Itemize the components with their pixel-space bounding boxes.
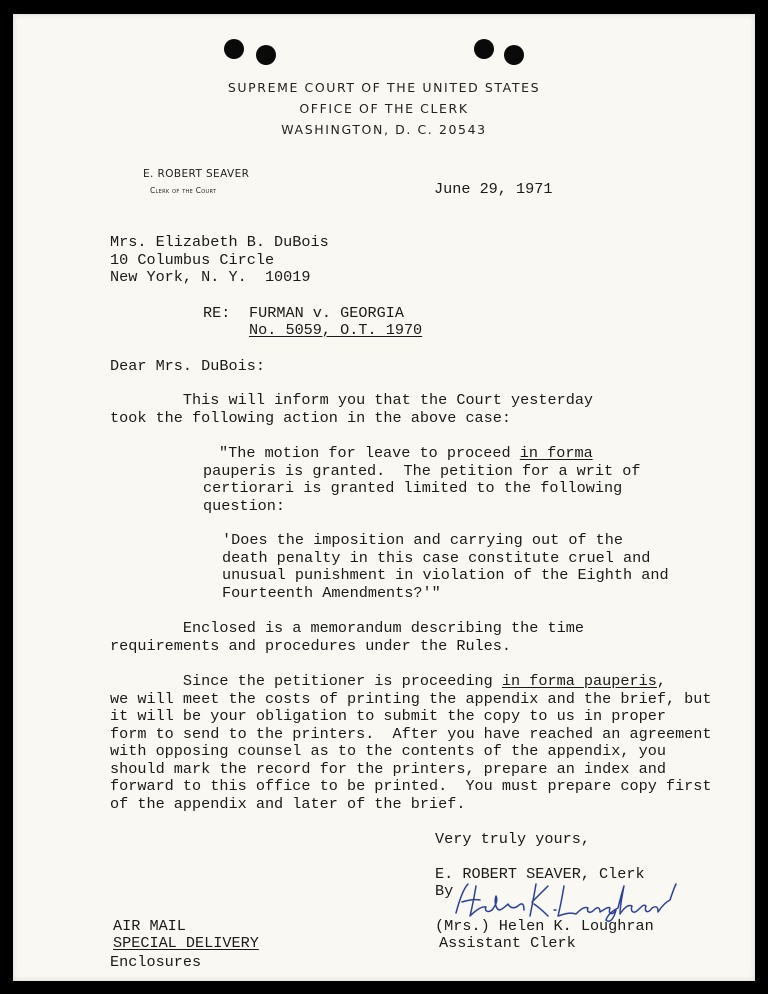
paragraph-line: it will be your obligation to submit the copy to us in proper: [110, 707, 666, 725]
quote-text: "The motion for leave to proceed: [219, 444, 520, 462]
quote-line: question:: [203, 497, 286, 515]
recipient-street: 10 Columbus Circle: [110, 251, 275, 269]
quote-line: certiorari is granted limited to the following: [203, 479, 623, 497]
punch-hole-icon: [504, 45, 524, 65]
paragraph-line: of the appendix and later of the brief.: [110, 795, 466, 813]
paragraph-text: ,: [656, 672, 666, 690]
re-case-number: No. 5059, O.T. 1970: [249, 321, 423, 339]
complimentary-close: Very truly yours,: [435, 830, 590, 848]
question-line: death penalty in this case constitute cruel and: [222, 549, 651, 567]
question-line: unusual punishment in violation of the Eighth and: [222, 566, 669, 584]
punch-hole-icon: [256, 45, 276, 65]
signer-line: E. ROBERT SEAVER, Clerk: [435, 865, 645, 883]
letterhead-address: WASHINGTON, D. C. 20543: [281, 122, 487, 137]
letterhead-court: SUPREME COURT OF THE UNITED STATES: [227, 80, 541, 95]
re-label: RE:: [203, 304, 231, 322]
special-delivery-notation: SPECIAL DELIVERY: [113, 934, 259, 952]
re-case-name: FURMAN v. GEORGIA: [249, 304, 404, 322]
quote-line: [219, 445, 593, 463]
punch-hole-icon: [474, 39, 494, 59]
quote-underlined-text: in forma: [519, 444, 593, 462]
recipient-name: Mrs. Elizabeth B. DuBois: [110, 233, 329, 251]
punch-hole-icon: [224, 39, 244, 59]
clerk-title: Clerk of the Court: [150, 186, 217, 195]
paragraph-line: with opposing counsel as to the contents of the appendix, you: [110, 742, 666, 760]
handwritten-signature: [452, 880, 692, 922]
signer-title: Assistant Clerk: [439, 934, 576, 952]
paragraph-line: we will meet the costs of printing the appendix and the brief, but: [110, 690, 712, 708]
typed-name: (Mrs.) Helen K. Loughran: [435, 917, 654, 935]
enclosures-notation: Enclosures: [110, 953, 202, 971]
paragraph-line: should mark the record for the printers, prepare an index and: [110, 760, 666, 778]
paragraph-line: [110, 673, 666, 691]
paragraph-line: took the following action in the above case:: [110, 409, 512, 427]
question-line: Fourteenth Amendments?'": [222, 584, 441, 602]
paragraph-line: Enclosed is a memorandum describing the time: [110, 619, 584, 637]
clerk-name: E. ROBERT SEAVER: [143, 168, 250, 180]
quote-line: pauperis is granted. The petition for a writ of: [203, 462, 641, 480]
paragraph-line: This will inform you that the Court yesterday: [110, 391, 594, 409]
recipient-city: New York, N. Y. 10019: [110, 268, 311, 286]
salutation: Dear Mrs. DuBois:: [110, 357, 265, 375]
paragraph-text: Since the petitioner is proceeding: [110, 672, 502, 690]
air-mail-notation: AIR MAIL: [113, 917, 186, 935]
paragraph-underlined-text: in forma pauperis: [501, 672, 657, 690]
by-label: By: [435, 882, 454, 900]
letter-date: June 29, 1971: [434, 180, 553, 198]
paragraph-line: requirements and procedures under the Rules.: [110, 637, 512, 655]
paragraph-line: forward to this office to be printed. You must prepare copy first: [110, 777, 712, 795]
letterhead-office: OFFICE OF THE CLERK: [299, 101, 469, 116]
paragraph-line: form to send to the printers. After you have reached an agreement: [110, 725, 712, 743]
question-line: 'Does the imposition and carrying out of the: [222, 531, 624, 549]
letter-page: [13, 14, 755, 981]
